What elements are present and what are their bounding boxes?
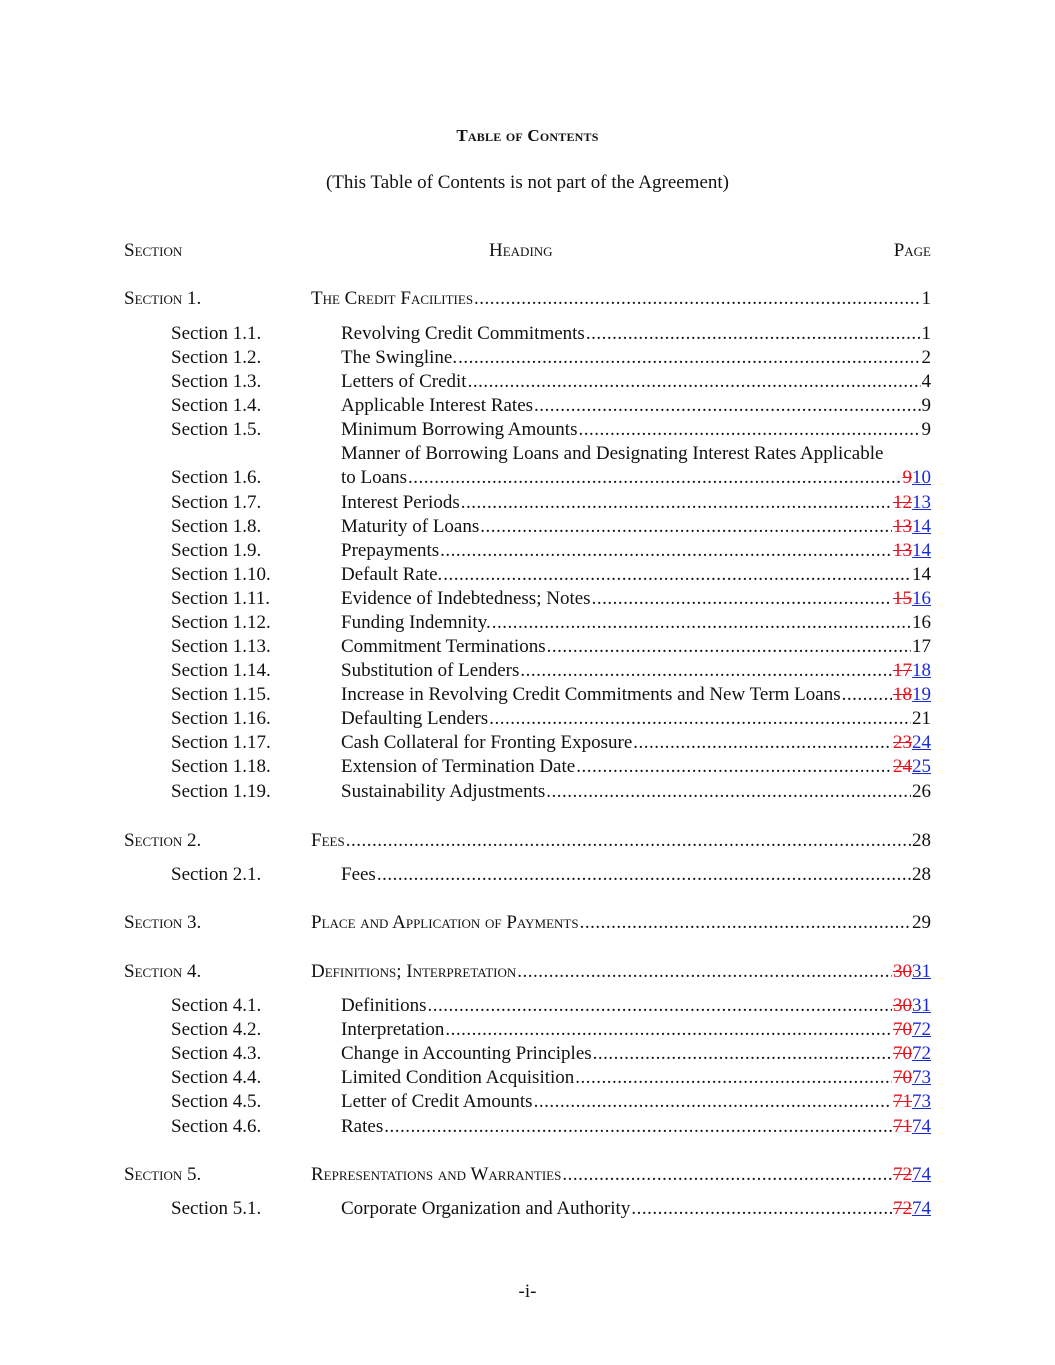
section-heading-line — [341, 394, 931, 418]
page-reference[interactable] — [893, 1115, 931, 1139]
section-heading: Maturity of Loans — [341, 516, 480, 537]
page-reference[interactable] — [912, 829, 931, 853]
toc-entry[interactable] — [0, 780, 1055, 804]
section-heading: Limited Condition Acquisition — [341, 1067, 575, 1088]
page-deleted: 72 — [893, 1164, 912, 1185]
dot-leader — [517, 960, 892, 984]
dot-leader — [377, 863, 911, 887]
section-heading-line — [341, 539, 931, 563]
page-reference[interactable] — [893, 1042, 931, 1066]
toc-entry[interactable] — [0, 1042, 1055, 1066]
section-heading: Minimum Borrowing Amounts — [341, 419, 578, 440]
section-number: Section 1.9. — [171, 540, 262, 561]
section-heading: The Credit Facilities — [311, 288, 474, 309]
section-heading-line — [341, 707, 931, 731]
section-number: Section 1.12. — [171, 612, 271, 633]
toc-entry[interactable] — [0, 370, 1055, 394]
toc-entry[interactable] — [0, 863, 1055, 887]
dot-leader — [443, 563, 911, 587]
section-heading-line — [341, 863, 931, 887]
page-inserted[interactable]: 14 — [912, 516, 931, 537]
section-heading: Letter of Credit Amounts — [341, 1091, 533, 1112]
dot-leader — [440, 539, 892, 563]
page-reference[interactable] — [893, 1066, 931, 1090]
dot-leader — [534, 394, 920, 418]
dot-leader — [575, 1066, 892, 1090]
dot-leader — [480, 515, 892, 539]
dot-leader — [474, 287, 920, 311]
dot-leader — [520, 659, 892, 683]
page-inserted[interactable]: 16 — [912, 588, 931, 609]
section-heading: Default Rate. — [341, 564, 443, 585]
section-heading-line — [311, 1163, 931, 1187]
page-deleted: 24 — [893, 756, 912, 777]
page-reference[interactable] — [893, 755, 931, 779]
section-heading: Definitions — [341, 995, 427, 1016]
section-heading-line — [341, 491, 931, 515]
page-number: 17 — [912, 636, 931, 657]
section-heading-line — [341, 418, 931, 442]
page-reference[interactable] — [912, 780, 931, 804]
page-footer-number: -i- — [518, 1281, 537, 1302]
toc-entry[interactable] — [0, 960, 1055, 984]
section-heading-line — [311, 911, 931, 935]
section-heading-line — [341, 587, 931, 611]
section-number: Section 1.6. — [171, 467, 262, 488]
page-reference[interactable] — [922, 346, 932, 370]
toc-entry[interactable] — [0, 829, 1055, 853]
section-number: Section 5. — [124, 1164, 202, 1185]
section-heading: Interest Periods — [341, 492, 460, 513]
section-heading: Letters of Credit — [341, 371, 467, 392]
toc-entry[interactable] — [0, 491, 1055, 515]
section-heading: Defaulting Lenders — [341, 708, 489, 729]
toc-entry[interactable] — [0, 683, 1055, 707]
section-number: Section 3. — [124, 912, 202, 933]
page-reference[interactable] — [912, 863, 931, 887]
section-heading-line — [341, 659, 931, 683]
page-inserted[interactable]: 74 — [912, 1116, 931, 1137]
section-heading-line — [341, 1197, 931, 1221]
section-heading-line — [311, 829, 931, 853]
section-number: Section 1.1. — [171, 323, 262, 344]
page-inserted[interactable]: 31 — [912, 961, 931, 982]
page-deleted: 70 — [893, 1067, 912, 1088]
page-inserted[interactable]: 31 — [912, 995, 931, 1016]
page-reference[interactable] — [893, 539, 931, 563]
section-heading: Sustainability Adjustments — [341, 781, 546, 802]
page-deleted: 72 — [893, 1198, 912, 1219]
page-reference[interactable] — [893, 1163, 931, 1187]
section-heading: Funding Indemnity. — [341, 612, 491, 633]
dot-leader — [492, 611, 911, 635]
section-heading-line — [341, 635, 931, 659]
page-inserted[interactable]: 19 — [912, 684, 931, 705]
dot-leader — [445, 1018, 892, 1042]
page-reference[interactable] — [922, 322, 932, 346]
toc-entry[interactable] — [0, 563, 1055, 587]
toc-entry[interactable] — [0, 394, 1055, 418]
page-deleted: 15 — [893, 588, 912, 609]
page-inserted[interactable]: 25 — [912, 756, 931, 777]
page-reference[interactable] — [922, 394, 932, 418]
section-number: Section 1.16. — [171, 708, 271, 729]
page-inserted[interactable]: 74 — [912, 1164, 931, 1185]
page-reference[interactable] — [893, 731, 931, 755]
page-inserted[interactable]: 74 — [912, 1198, 931, 1219]
section-heading: Commitment Terminations — [341, 636, 546, 657]
section-heading: Interpretation — [341, 1019, 445, 1040]
toc-entry[interactable] — [0, 1066, 1055, 1090]
section-heading: Rates — [341, 1116, 384, 1137]
section-number: Section 1.7. — [171, 492, 262, 513]
dot-leader — [468, 370, 921, 394]
section-number: Section 4.6. — [171, 1116, 262, 1137]
toc-entry[interactable] — [0, 287, 1055, 311]
section-heading-line1: Manner of Borrowing Loans and Designating Interest Rates Applicable — [341, 443, 884, 464]
toc-entry[interactable] — [0, 707, 1055, 731]
section-number: Section 1.17. — [171, 732, 271, 753]
toc-subtitle: (This Table of Contents is not part of the Agreement) — [325, 172, 730, 193]
toc-title: Table of Contents — [456, 126, 599, 145]
page-number: 1 — [921, 323, 931, 344]
section-heading: Prepayments — [341, 540, 440, 561]
section-number: Section 1.2. — [171, 347, 262, 368]
page-number: 1 — [921, 288, 931, 309]
toc-entry[interactable] — [0, 659, 1055, 683]
page-deleted: 71 — [893, 1091, 912, 1112]
section-number: Section 5.1. — [171, 1198, 262, 1219]
dot-leader — [408, 466, 902, 490]
section-number: Section 2.1. — [171, 864, 262, 885]
section-number: Section 2. — [124, 830, 202, 851]
dot-leader — [592, 587, 892, 611]
page-deleted: 12 — [893, 492, 912, 513]
section-heading: Fees — [311, 830, 345, 851]
page-deleted: 70 — [893, 1019, 912, 1040]
section-heading-line — [341, 994, 931, 1018]
page-inserted[interactable]: 14 — [912, 540, 931, 561]
section-number: Section 1.3. — [171, 371, 262, 392]
section-number: Section 1.4. — [171, 395, 262, 416]
page-deleted: 23 — [893, 732, 912, 753]
dot-leader — [346, 829, 911, 853]
page-reference[interactable] — [922, 370, 932, 394]
dot-leader — [458, 346, 920, 370]
section-heading: Substitution of Lenders — [341, 660, 520, 681]
page-reference[interactable] — [893, 1090, 931, 1114]
page-deleted: 13 — [893, 540, 912, 561]
dot-leader — [428, 994, 893, 1018]
toc-entry[interactable] — [0, 1090, 1055, 1114]
dot-leader — [384, 1115, 892, 1139]
section-number: Section 1.14. — [171, 660, 271, 681]
page-reference[interactable] — [893, 994, 931, 1018]
page-reference[interactable] — [912, 707, 931, 731]
toc-entry[interactable] — [0, 322, 1055, 346]
dot-leader — [633, 731, 892, 755]
section-heading: Place and Application of Payments — [311, 912, 579, 933]
toc-entry[interactable] — [0, 418, 1055, 442]
page-number: 2 — [921, 347, 931, 368]
column-header-section: Section — [124, 240, 183, 261]
section-heading-line — [341, 370, 931, 394]
toc-entry[interactable] — [0, 611, 1055, 635]
section-number: Section 1.19. — [171, 781, 271, 802]
dot-leader — [842, 683, 892, 707]
dot-leader — [534, 1090, 892, 1114]
page-reference[interactable] — [893, 683, 931, 707]
section-heading: Cash Collateral for Fronting Exposure — [341, 732, 633, 753]
page-reference[interactable] — [922, 287, 932, 311]
section-heading-line — [341, 611, 931, 635]
toc-entry[interactable] — [0, 515, 1055, 539]
toc-entry[interactable] — [0, 539, 1055, 563]
section-number: Section 4.5. — [171, 1091, 262, 1112]
page-inserted[interactable]: 72 — [912, 1019, 931, 1040]
toc-entry[interactable] — [0, 635, 1055, 659]
toc-entry[interactable] — [0, 994, 1055, 1018]
page-number: 4 — [921, 371, 931, 392]
dot-leader — [546, 780, 911, 804]
toc-entry[interactable] — [0, 1163, 1055, 1187]
section-heading-line — [341, 755, 931, 779]
section-number: Section 1.11. — [171, 588, 271, 609]
dot-leader — [631, 1197, 892, 1221]
section-number: Section 4.1. — [171, 995, 262, 1016]
page-inserted[interactable]: 73 — [912, 1091, 931, 1112]
section-number: Section 1.10. — [171, 564, 271, 585]
page-deleted: 30 — [893, 995, 912, 1016]
section-heading: Applicable Interest Rates — [341, 395, 534, 416]
page-reference[interactable] — [893, 587, 931, 611]
page-number: 28 — [912, 864, 931, 885]
page-inserted[interactable]: 13 — [912, 492, 931, 513]
section-number: Section 1.15. — [171, 684, 271, 705]
section-heading: Corporate Organization and Authority — [341, 1198, 631, 1219]
section-heading: The Swingline. — [341, 347, 458, 368]
section-heading-line — [311, 287, 931, 311]
toc-entry[interactable] — [0, 911, 1055, 935]
section-heading-line — [341, 1115, 931, 1139]
page-reference[interactable] — [893, 659, 931, 683]
section-heading: Change in Accounting Principles — [341, 1043, 592, 1064]
page-inserted[interactable]: 18 — [912, 660, 931, 681]
page-number: 14 — [912, 564, 931, 585]
section-number: Section 4.2. — [171, 1019, 262, 1040]
page-number: 26 — [912, 781, 931, 802]
section-heading-line — [341, 683, 931, 707]
toc-entry[interactable] — [0, 1197, 1055, 1221]
page-number: 9 — [921, 395, 931, 416]
section-heading: Revolving Credit Commitments — [341, 323, 585, 344]
toc-entry[interactable] — [0, 443, 1055, 490]
dot-leader — [580, 911, 911, 935]
section-heading-line — [341, 1090, 931, 1114]
section-heading-line — [341, 1042, 931, 1066]
page-reference[interactable] — [893, 1197, 931, 1221]
page-inserted[interactable]: 24 — [912, 732, 931, 753]
toc-entry[interactable] — [0, 1115, 1055, 1139]
page-number: 16 — [912, 612, 931, 633]
section-heading-line — [311, 960, 931, 984]
section-number: Section 4. — [124, 961, 202, 982]
section-number: Section 1.13. — [171, 636, 271, 657]
page-reference[interactable] — [893, 491, 931, 515]
page-reference[interactable] — [912, 911, 931, 935]
page-reference[interactable] — [893, 960, 931, 984]
section-heading: Evidence of Indebtedness; Notes — [341, 588, 591, 609]
section-heading-line — [341, 563, 931, 587]
section-heading: Increase in Revolving Credit Commitments and New Term Loans — [341, 684, 841, 705]
dot-leader — [586, 322, 921, 346]
dot-leader — [489, 707, 911, 731]
page-reference[interactable] — [912, 611, 931, 635]
page-inserted[interactable]: 72 — [912, 1043, 931, 1064]
section-number: Section 1.5. — [171, 419, 262, 440]
section-heading-line — [341, 515, 931, 539]
page-reference[interactable] — [893, 515, 931, 539]
page-reference[interactable] — [893, 1018, 931, 1042]
page-reference[interactable] — [922, 418, 932, 442]
page-number: 9 — [921, 419, 931, 440]
toc-entry[interactable] — [0, 755, 1055, 779]
column-header-heading: Heading — [489, 240, 553, 261]
page-deleted: 70 — [893, 1043, 912, 1064]
section-heading: Extension of Termination Date — [341, 756, 576, 777]
section-heading-line — [341, 1066, 931, 1090]
dot-leader — [461, 491, 892, 515]
section-heading-line — [341, 780, 931, 804]
page-reference[interactable] — [912, 563, 931, 587]
section-heading: Representations and Warranties — [311, 1164, 562, 1185]
page-deleted: 30 — [893, 961, 912, 982]
page-deleted: 13 — [893, 516, 912, 537]
toc-entry[interactable] — [0, 1018, 1055, 1042]
section-heading: Definitions; Interpretation — [311, 961, 517, 982]
section-number: Section 1.8. — [171, 516, 262, 537]
page-deleted: 17 — [893, 660, 912, 681]
page-deleted: 71 — [893, 1116, 912, 1137]
page-deleted: 9 — [902, 467, 912, 488]
section-heading-line — [341, 346, 931, 370]
page-inserted[interactable]: 10 — [912, 467, 931, 488]
section-heading: to Loans — [341, 467, 407, 488]
page-number: 28 — [912, 830, 931, 851]
page-reference[interactable] — [912, 635, 931, 659]
dot-leader — [562, 1163, 892, 1187]
dot-leader — [576, 755, 892, 779]
section-heading-line — [341, 322, 931, 346]
page-reference[interactable] — [903, 466, 932, 490]
toc-entry[interactable] — [0, 346, 1055, 370]
dot-leader — [578, 418, 920, 442]
page-number: 21 — [912, 708, 931, 729]
section-heading-line — [341, 466, 931, 490]
section-number: Section 4.3. — [171, 1043, 262, 1064]
section-number: Section 1.18. — [171, 756, 271, 777]
page-number: 29 — [912, 912, 931, 933]
toc-entry[interactable] — [0, 587, 1055, 611]
dot-leader — [593, 1042, 892, 1066]
page-deleted: 18 — [893, 684, 912, 705]
section-heading-line — [341, 1018, 931, 1042]
section-number: Section 4.4. — [171, 1067, 262, 1088]
dot-leader — [547, 635, 911, 659]
page-inserted[interactable]: 73 — [912, 1067, 931, 1088]
section-heading-line — [341, 731, 931, 755]
toc-entry[interactable] — [0, 731, 1055, 755]
section-heading: Fees — [341, 864, 376, 885]
section-number: Section 1. — [124, 288, 202, 309]
column-header-page: Page — [893, 240, 931, 261]
